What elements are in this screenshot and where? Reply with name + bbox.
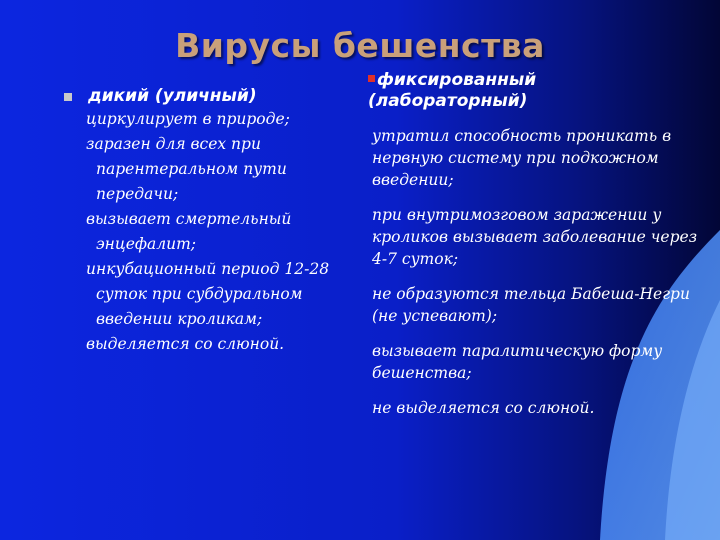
fixed-virus-heading [368, 70, 713, 112]
wild-virus-heading-text: дикий (уличный) [88, 86, 257, 106]
fixed-virus-item: при внутримозговом заражении у кроликов вызывает заболевание через 4-7 суток; [372, 206, 698, 268]
wild-virus-heading [64, 86, 364, 107]
wild-virus-item: заразен для всех при парентеральном пути передачи; [86, 135, 287, 203]
slide-title: Вирусы бешенства [175, 26, 545, 65]
square-bullet-icon [368, 75, 375, 82]
fixed-virus-item: не образуются тельца Бабеша-Негри (не успевают); [372, 285, 690, 325]
wild-virus-item: инкубационный период 12-28 суток при субдуральном введении кроликам; [86, 260, 330, 328]
fixed-virus-item: не выделяется со слюной. [372, 399, 595, 417]
wild-virus-item: вызывает смертельный энцефалит; [86, 210, 292, 253]
fixed-virus-item: утратил способность проникать в нервную систему при подкожном введении; [372, 127, 672, 189]
fixed-virus-item: вызывает паралитическую форму бешенства; [372, 342, 663, 382]
fixed-virus-heading-line1: фиксированный [377, 70, 537, 90]
wild-virus-column [64, 86, 364, 357]
fixed-virus-column [368, 70, 713, 419]
square-bullet-icon [64, 93, 72, 101]
wild-virus-item: выделяется со слюной. [86, 335, 285, 353]
wild-virus-item: циркулирует в природе; [86, 110, 290, 128]
fixed-virus-heading-line2: (лабораторный) [368, 91, 528, 111]
